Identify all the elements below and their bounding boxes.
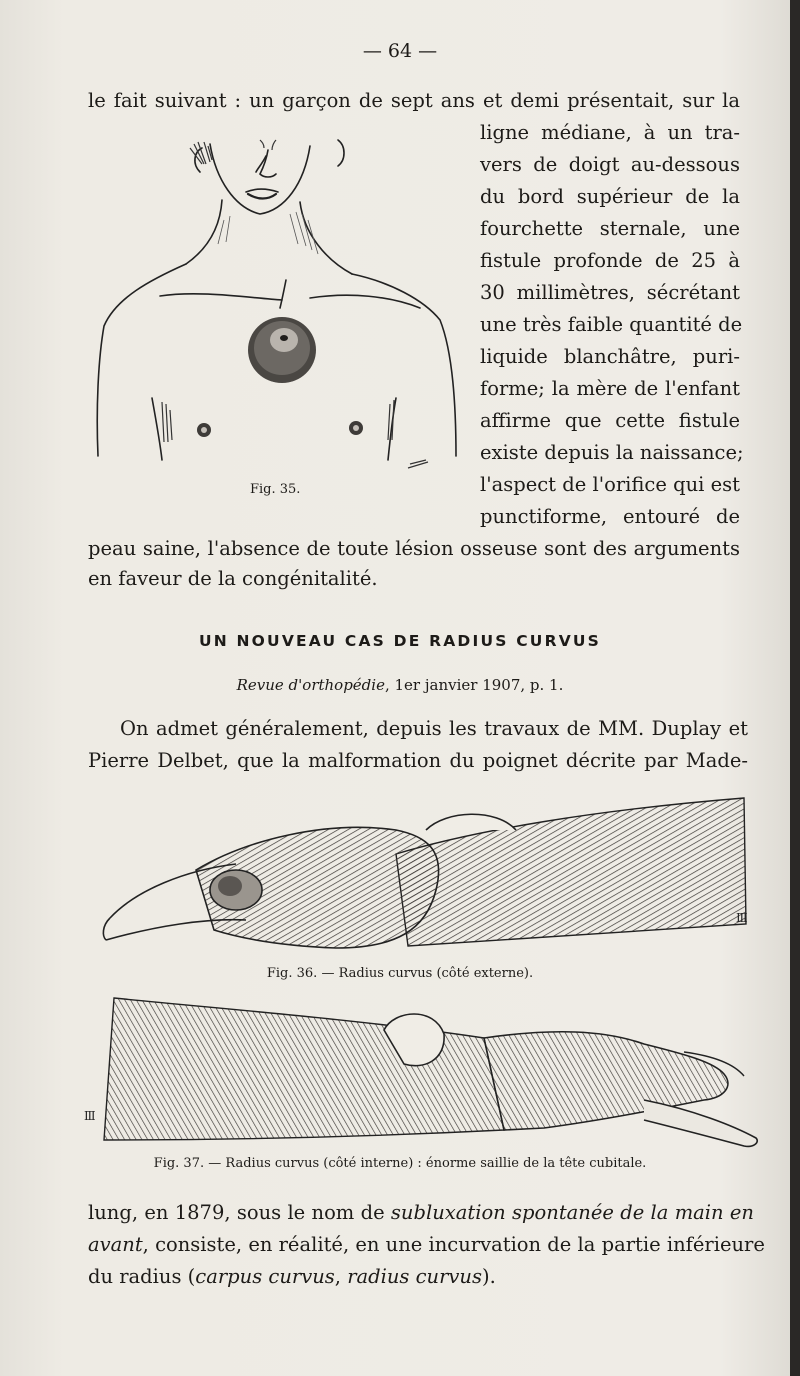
fig37-caption: Fig. 37. — Radius curvus (côté interne) : énorme saillie de la tête cubitale. <box>153 1156 647 1171</box>
text-span: , consiste, en réalité, en une incurvation de la partie inférieure <box>142 1233 765 1256</box>
text-line: du bord supérieur de la <box>480 185 740 208</box>
text-line: le fait suivant : un garçon de sept ans et demi présentait, sur la <box>88 89 740 112</box>
text-line <box>88 1264 518 1290</box>
text-line: ligne médiane, à un tra- <box>480 121 740 144</box>
text-line: fistule profonde de 25 à <box>480 249 740 272</box>
fig35-torso-illustration <box>90 130 470 470</box>
text-span: lung, en 1879, sous le nom de <box>88 1201 391 1224</box>
fig35-caption: Fig. 35. <box>250 482 301 497</box>
fig36-caption: Fig. 36. — Radius curvus (côté externe). <box>266 966 534 981</box>
source-citation <box>0 676 800 694</box>
text-line <box>88 1200 754 1226</box>
text-line: On admet généralement, depuis les travaux de MM. Duplay et <box>120 717 748 740</box>
text-line: forme; la mère de l'enfant <box>480 377 740 400</box>
text-line: Pierre Delbet, que la malformation du poignet décrite par Made- <box>88 749 748 772</box>
italic-term: radius curvus <box>347 1265 483 1288</box>
svg-text:Ⅲ: Ⅲ <box>84 1109 96 1123</box>
text-line: punctiforme, entouré de <box>480 505 740 528</box>
fig37-hand-illustration <box>84 990 764 1160</box>
page-number: — 64 — <box>362 40 438 62</box>
italic-term: subluxation spontanée de la main en <box>390 1201 754 1224</box>
italic-term: avant <box>88 1233 143 1256</box>
text-line: vers de doigt au-dessous <box>480 153 740 176</box>
text-span: du radius ( <box>88 1265 196 1288</box>
text-line: une très faible quantité de <box>480 313 743 336</box>
text-span: ). <box>482 1265 496 1288</box>
italic-term: carpus curvus <box>195 1265 335 1288</box>
text-line: fourchette sternale, une <box>480 217 740 240</box>
text-line: liquide blanchâtre, puri- <box>480 345 740 368</box>
svg-text:Ⅲ: Ⅲ <box>736 911 748 925</box>
text-line: 30 millimètres, sécrétant <box>480 281 740 304</box>
text-line: en faveur de la congénitalité. <box>88 567 378 590</box>
text-line: peau saine, l'absence de toute lésion osseuse sont des arguments <box>88 537 740 560</box>
citation-details: , 1er janvier 1907, p. 1. <box>384 676 564 694</box>
text-line: existe depuis la naissance; <box>480 441 744 464</box>
fig36-hand-illustration <box>96 790 756 960</box>
text-line: l'aspect de l'orifice qui est <box>480 473 740 496</box>
text-span: , <box>334 1265 348 1288</box>
section-title: UN NOUVEAU CAS DE RADIUS CURVUS <box>198 632 602 650</box>
journal-name: Revue d'orthopédie <box>236 676 385 694</box>
text-line <box>88 1232 765 1258</box>
text-line: affirme que cette fistule <box>480 409 740 432</box>
